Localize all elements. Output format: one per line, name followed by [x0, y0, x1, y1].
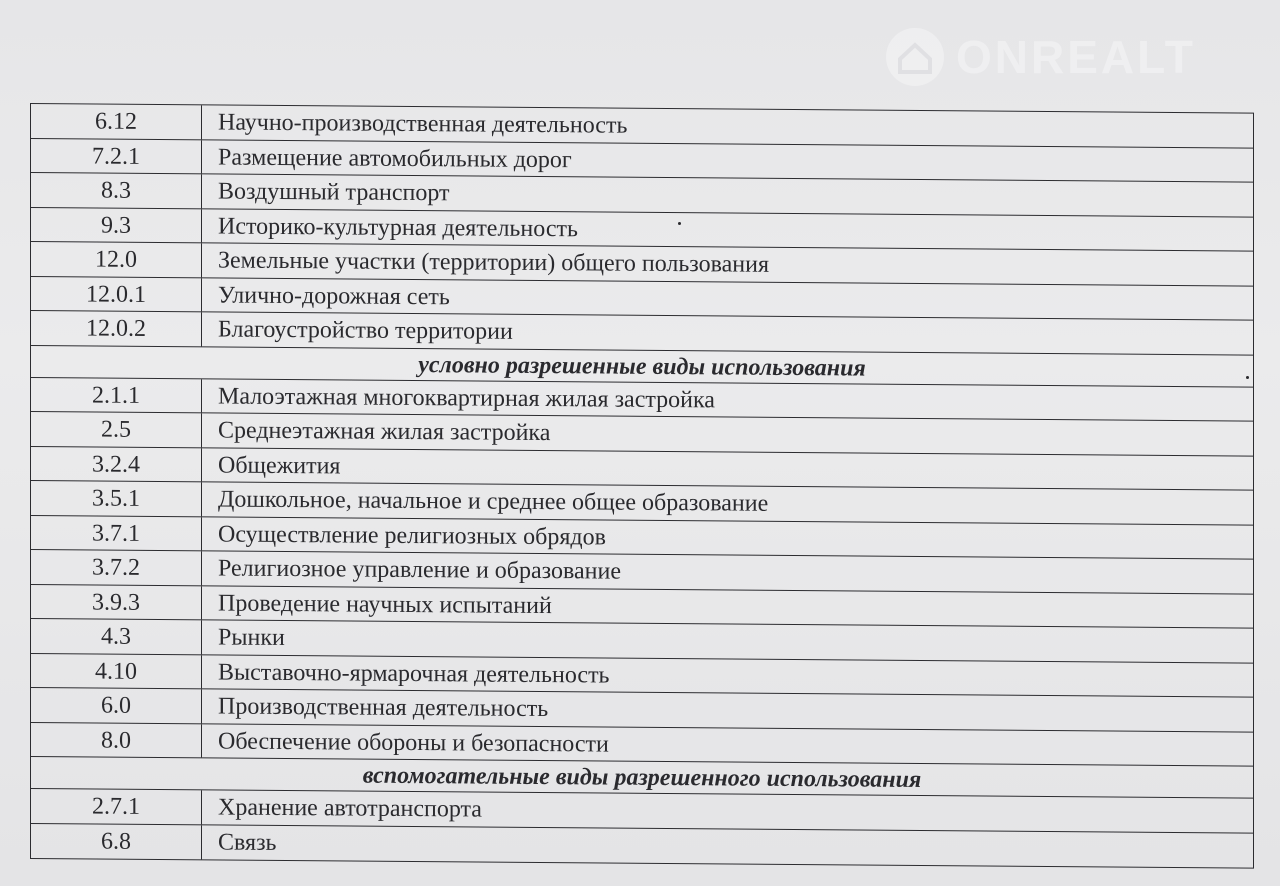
use-name-cell: Дошкольное, начальное и среднее общее образование — [218, 486, 769, 517]
use-name-cell: Общежития — [218, 451, 341, 479]
ink-speck — [1246, 376, 1249, 379]
use-code-cell: 2.7.1 — [31, 789, 202, 824]
use-name-cell: Связь — [218, 828, 277, 856]
use-name-cell: Обеспечение обороны и безопасности — [218, 727, 609, 758]
use-code-cell: 12.0.1 — [31, 277, 202, 312]
use-code-cell: 8.0 — [31, 723, 202, 758]
use-name-cell: Выставочно-ярмарочная деятельность — [218, 658, 610, 689]
use-code-cell: 7.2.1 — [31, 139, 202, 174]
watermark — [884, 26, 1196, 88]
use-code-cell: 4.10 — [31, 654, 202, 689]
use-name-cell: Малоэтажная многоквартирная жилая застройка — [218, 382, 715, 413]
use-code-cell: 3.7.1 — [31, 516, 202, 551]
use-code-cell: 3.9.3 — [31, 585, 202, 620]
use-code-cell: 8.3 — [31, 173, 202, 208]
use-code-cell: 6.8 — [31, 824, 202, 860]
use-name-cell: Осуществление религиозных обрядов — [218, 520, 606, 551]
use-name-cell: Улично-дорожная сеть — [218, 281, 450, 310]
section-header-row: вспомогательные виды разрешенного использования — [31, 757, 1253, 799]
use-code-cell: 4.3 — [31, 619, 202, 654]
use-code-cell: 2.1.1 — [31, 378, 202, 413]
use-name-cell: Историко-культурная деятельность — [218, 212, 578, 242]
land-use-table — [30, 103, 1254, 869]
use-code-cell: 12.0 — [31, 242, 202, 277]
ink-speck — [678, 222, 681, 225]
use-name-cell: Воздушный транспорт — [218, 178, 450, 207]
use-code-cell: 3.2.4 — [31, 447, 202, 482]
use-code-cell: 6.12 — [31, 104, 202, 139]
use-name-cell: Размещение автомобильных дорог — [218, 143, 572, 173]
use-code-cell: 12.0.2 — [31, 311, 202, 346]
use-name-cell: Религиозное управление и образование — [218, 555, 621, 585]
use-name-cell: Научно-производственная деятельность — [218, 109, 628, 139]
watermark-text: ONREALT — [956, 31, 1196, 83]
use-code-cell: 9.3 — [31, 208, 202, 243]
use-name-cell: Хранение автотранспорта — [218, 794, 482, 823]
house-icon — [884, 26, 946, 88]
use-code-cell: 2.5 — [31, 412, 202, 447]
use-code-cell: 3.7.2 — [31, 550, 202, 585]
use-name-cell: Проведение научных испытаний — [218, 589, 552, 619]
use-name-cell: Среднеэтажная жилая застройка — [218, 417, 551, 447]
use-name-cell: Рынки — [218, 624, 285, 652]
use-code-cell: 3.5.1 — [31, 481, 202, 516]
use-name-cell: Производственная деятельность — [218, 693, 549, 723]
use-code-cell: 6.0 — [31, 688, 202, 723]
section-header-row: условно разрешенные виды использования — [31, 346, 1253, 388]
use-name-cell: Земельные участки (территории) общего пользования — [218, 247, 770, 278]
use-name-cell: Благоустройство территории — [218, 316, 513, 345]
